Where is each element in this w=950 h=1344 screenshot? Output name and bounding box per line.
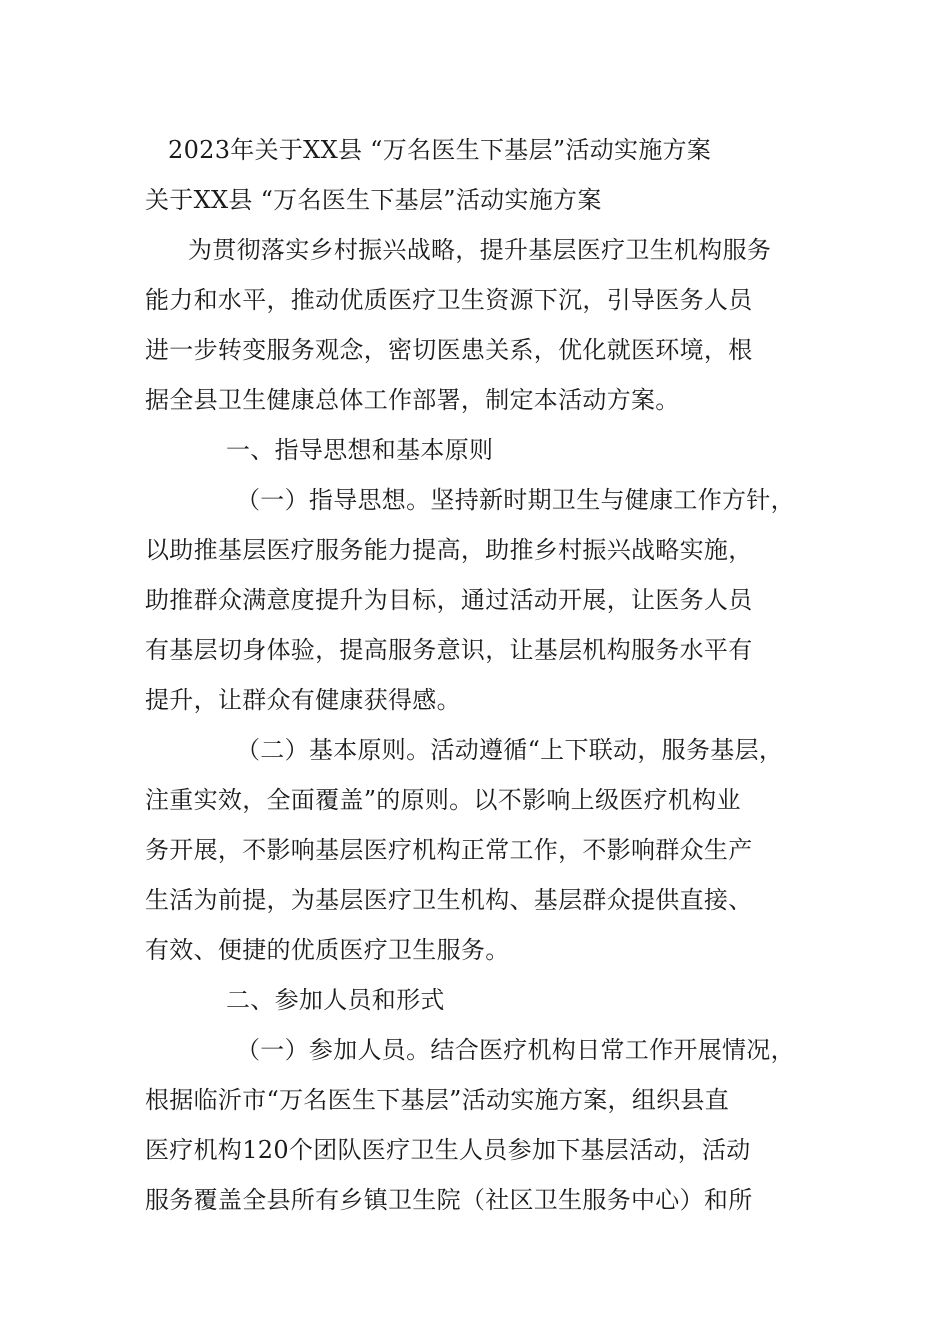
- document-subtitle: 关于XX县 “万名医生下基层”活动实施方案: [145, 186, 602, 214]
- paragraph-line: 医疗机构120个团队医疗卫生人员参加下基层活动，活动: [145, 1136, 751, 1164]
- paragraph-line: 有效、便捷的优质医疗卫生服务。: [145, 936, 510, 964]
- paragraph-line: 能力和水平，推动优质医疗卫生资源下沉，引导医务人员: [145, 286, 753, 314]
- paragraph-line: 为贯彻落实乡村振兴战略，提升基层医疗卫生机构服务: [188, 236, 772, 264]
- paragraph-line: 进一步转变服务观念，密切医患关系，优化就医环境，根: [145, 336, 753, 364]
- paragraph-line: （一）指导思想。坚持新时期卫生与健康工作方针，: [236, 486, 795, 514]
- paragraph-line: （一）参加人员。结合医疗机构日常工作开展情况，: [236, 1036, 795, 1064]
- paragraph-line: 根据临沂市“万名医生下基层”活动实施方案，组织县直: [145, 1086, 730, 1114]
- paragraph-line: （二）基本原则。活动遵循“上下联动，服务基层，: [236, 736, 784, 764]
- paragraph-line: 以助推基层医疗服务能力提高，助推乡村振兴战略实施，: [145, 536, 753, 564]
- paragraph-line: 助推群众满意度提升为目标，通过活动开展，让医务人员: [145, 586, 753, 614]
- paragraph-line: 有基层切身体验，提高服务意识，让基层机构服务水平有: [145, 636, 753, 664]
- section-heading: 二、参加人员和形式: [226, 986, 445, 1014]
- paragraph-line: 生活为前提，为基层医疗卫生机构、基层群众提供直接、: [145, 886, 753, 914]
- section-heading: 一、指导思想和基本原则: [226, 436, 494, 464]
- paragraph-line: 服务覆盖全县所有乡镇卫生院（社区卫生服务中心）和所: [145, 1186, 753, 1214]
- paragraph-line: 务开展，不影响基层医疗机构正常工作，不影响群众生产: [145, 836, 753, 864]
- paragraph-line: 提升，让群众有健康获得感。: [145, 686, 461, 714]
- paragraph-line: 据全县卫生健康总体工作部署，制定本活动方案。: [145, 386, 680, 414]
- document-title: 2023年关于XX县 “万名医生下基层”活动实施方案: [168, 136, 712, 164]
- paragraph-line: 注重实效，全面覆盖”的原则。以不影响上级医疗机构业: [145, 786, 741, 814]
